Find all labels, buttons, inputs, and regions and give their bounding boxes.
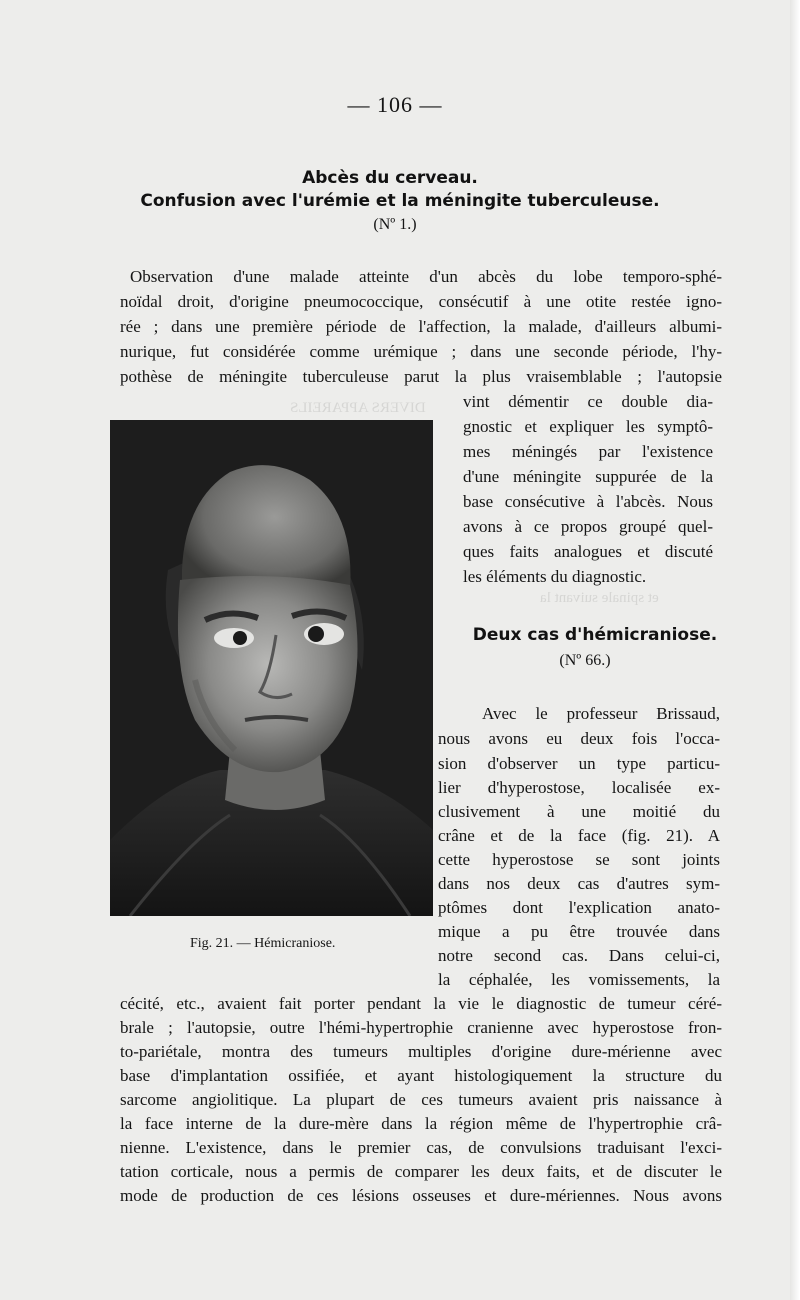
text-line: mes méningés par l'existence [463,442,713,461]
text-line: Avec le professeur Brissaud, [482,704,720,723]
bleed-through: et spinale suivant la [540,590,659,606]
text-line: notre second cas. Dans celui-ci, [438,946,720,965]
section-title: Deux cas d'hémicraniose. [472,625,718,645]
text-line: Observation d'une malade atteinte d'un abcès du lobe temporo-sphé- [130,267,722,286]
text-line: sarcome angiolitique. La plupart de ces tumeurs avaient pris naissance à [120,1090,722,1109]
text-line: pothèse de méningite tuberculeuse parut la plus vraisemblable ; l'autopsie [120,367,722,386]
text-line: tation corticale, nous a permis de comparer les deux faits, et de discuter le [120,1162,722,1181]
section-subtitle: Confusion avec l'urémie et la méningite tuberculeuse. [140,191,660,211]
text-line: nurique, fut considérée comme urémique ; dans une seconde période, l'hy- [120,342,722,361]
text-line: nienne. L'existence, dans le premier cas, de convulsions traduisant l'exci- [120,1138,722,1157]
text-line: ptômes dont l'explication anato- [438,898,720,917]
text-line: gnostic et expliquer les symptô- [463,417,713,436]
text-line: base d'implantation ossifiée, et ayant histologiquement la structure du [120,1066,722,1085]
text-line: la céphalée, les vomissements, la [438,970,720,989]
section-title: Abcès du cerveau. [302,168,478,188]
text-line: cécité, etc., avaient fait porter pendant la vie le diagnostic de tumeur céré- [120,994,722,1013]
text-line: clusivement à une moitié du [438,802,720,821]
text-line: les éléments du diagnostic. [463,567,647,586]
text-line: nous avons eu deux fois l'occa- [438,729,720,748]
text-line: la face interne de la dure-mère dans la région même de l'hypertrophie crâ- [120,1114,722,1133]
hemicraniosis-photo [110,420,433,916]
text-line: crâne et de la face (fig. 21). A [438,826,720,845]
text-line: brale ; l'autopsie, outre l'hémi-hypertrophie cranienne avec hyperostose fron- [120,1018,722,1037]
text-line: lier d'hyperostose, localisée ex- [438,778,720,797]
page-edge [790,0,800,1300]
text-line: base consécutive à l'abcès. Nous [463,492,713,511]
text-line: avons à ce propos groupé quel- [463,517,713,536]
observation-number: (Nº 66.) [559,652,611,669]
portrait-illustration [110,420,433,916]
text-line: mode de production de ces lésions osseuses et dure-mériennes. Nous avons [120,1186,722,1205]
text-line: noïdal droit, d'origine pneumococcique, consécutif à une otite restée igno- [120,292,722,311]
text-line: vint démentir ce double dia- [463,392,713,411]
text-line: to-pariétale, montra des tumeurs multiples d'origine dure-mérienne avec [120,1042,722,1061]
figure-caption: Fig. 21. — Hémicraniose. [190,936,336,951]
text-line: d'une méningite suppurée de la [463,467,713,486]
text-line: cette hyperostose se sont joints [438,850,720,869]
text-line: sion d'observer un type particu- [438,754,720,773]
text-line: dans nos deux cas d'autres sym- [438,874,720,893]
bleed-through: DIVERS APPAREILS [290,400,426,416]
text-line: ques faits analogues et discuté [463,542,713,561]
observation-number: (Nº 1.) [373,216,417,233]
text-line: mique a pu être trouvée dans [438,922,720,941]
text-line: rée ; dans une première période de l'affection, la malade, d'ailleurs albumi- [120,317,722,336]
page-number: — 106 — [347,92,443,117]
